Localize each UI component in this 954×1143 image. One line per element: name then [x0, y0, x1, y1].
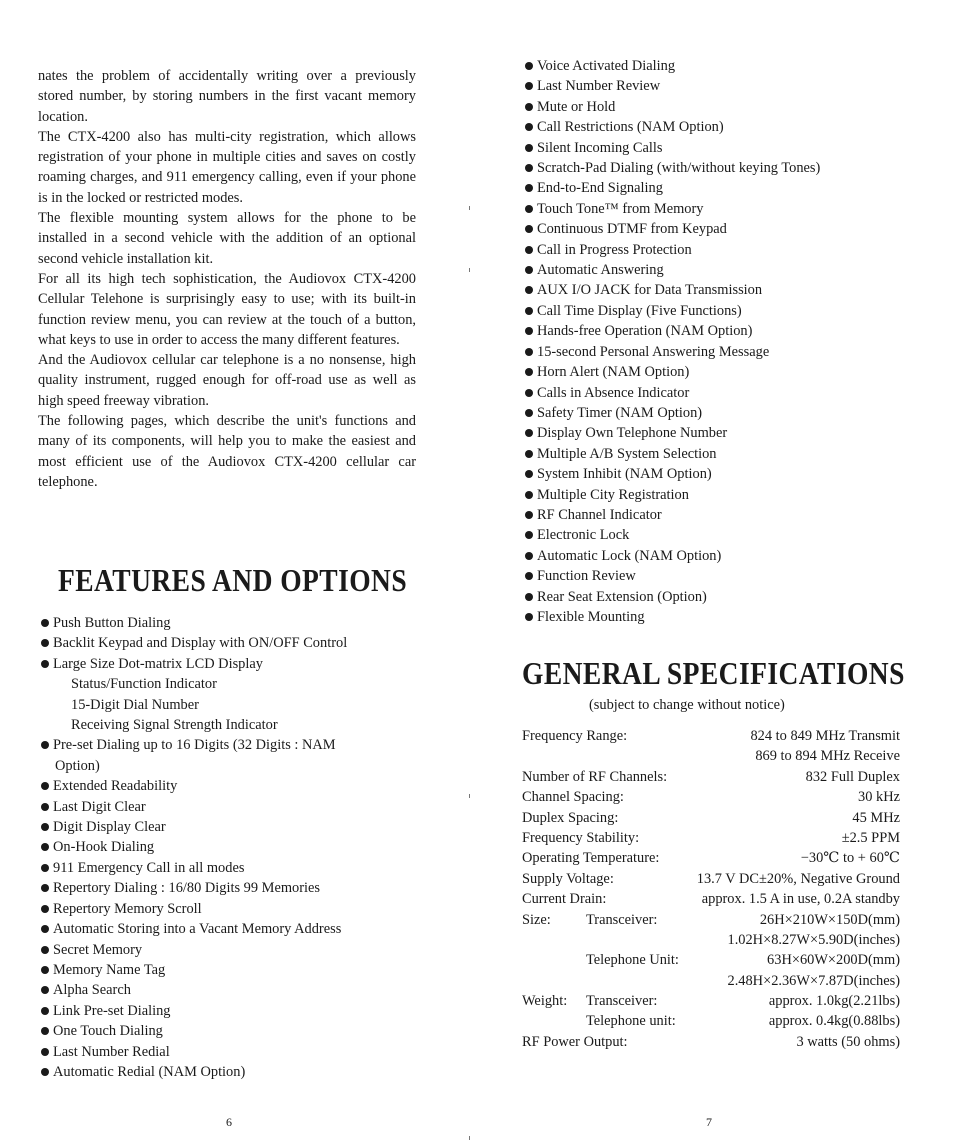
feature-item	[525, 423, 905, 443]
spec-label: Operating Temperature:	[522, 850, 660, 867]
bullet-icon	[525, 225, 533, 233]
spec-row	[522, 828, 900, 848]
spec-value: 63H×60W×200D(mm)	[767, 952, 900, 969]
spec-value: 869 to 894 MHz Receive	[755, 748, 900, 765]
spec-value: 13.7 V DC±20%, Negative Ground	[696, 870, 900, 887]
feature-item	[41, 919, 421, 939]
feature-label: Last Number Redial	[53, 1043, 170, 1060]
feature-item	[525, 280, 905, 300]
feature-item	[525, 219, 905, 239]
feature-item	[525, 485, 905, 505]
bullet-icon	[41, 884, 49, 892]
feature-label: Pre-set Dialing up to 16 Digits (32 Digits : NAM	[53, 737, 336, 754]
feature-item	[41, 1001, 421, 1021]
intro-paragraph: The CTX-4200 also has multi-city registration, which allows registration of your phone in multiple cities and saves on costly roaming charges, and 911 emergency calling, even if your phone is in the locked or restricted modes.	[38, 128, 416, 206]
bullet-icon	[41, 619, 49, 627]
feature-label: Call in Progress Protection	[537, 241, 692, 258]
spec-label: Weight:	[522, 993, 568, 1010]
bullet-icon	[41, 1027, 49, 1035]
bullet-icon	[41, 905, 49, 913]
feature-label: Secret Memory	[53, 941, 143, 958]
bullet-icon	[41, 823, 49, 831]
feature-label: Last Digit Clear	[53, 798, 146, 815]
feature-item	[41, 1062, 421, 1082]
feature-item	[41, 878, 421, 898]
feature-item	[41, 695, 421, 715]
feature-label: Call Time Display (Five Functions)	[537, 302, 742, 319]
feature-label: Multiple A/B System Selection	[537, 445, 717, 462]
intro-paragraph: The following pages, which describe the unit's functions and many of its components, will help you to make the easiest and most efficient use of the Audiovox CTX-4200 cellular car telephone.	[38, 413, 416, 490]
spec-row	[522, 971, 900, 991]
feature-label: Continuous DTMF from Keypad	[537, 221, 727, 238]
bullet-icon	[41, 639, 49, 647]
feature-label: Mute or Hold	[537, 98, 616, 115]
feature-item	[525, 505, 905, 525]
spec-value: 1.02H×8.27W×5.90D(inches)	[727, 931, 900, 948]
intro-paragraph: The flexible mounting system allows for the phone to be installed in a second vehicle with the addition of an optional second vehicle installation kit.	[38, 210, 416, 267]
spec-value: approx. 1.5 A in use, 0.2A standby	[701, 891, 900, 908]
feature-label: Automatic Lock (NAM Option)	[537, 547, 722, 564]
feature-item	[41, 858, 421, 878]
bullet-icon	[41, 1048, 49, 1056]
feature-label: 911 Emergency Call in all modes	[53, 859, 245, 876]
spec-value: approx. 0.4kg(0.88lbs)	[768, 1013, 900, 1030]
feature-item	[525, 158, 905, 178]
spec-row	[522, 848, 900, 868]
feature-label: Link Pre-set Dialing	[53, 1002, 171, 1019]
bullet-icon	[525, 286, 533, 294]
feature-label: Extended Readability	[53, 778, 178, 795]
bullet-icon	[41, 741, 49, 749]
feature-label-continuation: Option)	[55, 757, 100, 774]
feature-item	[525, 178, 905, 198]
bullet-icon	[525, 184, 533, 192]
bullet-icon	[525, 389, 533, 397]
feature-label: Voice Activated Dialing	[537, 58, 676, 74]
bullet-icon	[525, 368, 533, 376]
bullet-icon	[525, 531, 533, 539]
feature-item	[525, 117, 905, 137]
feature-label: Rear Seat Extension (Option)	[537, 588, 707, 605]
feature-item	[525, 362, 905, 382]
feature-label: Repertory Dialing : 16/80 Digits 99 Memories	[53, 880, 320, 897]
intro-paragraph: And the Audiovox cellular car telephone is a no nonsense, high quality instrument, rugged enough for off-road use as well as high speed freeway vibration.	[38, 352, 416, 409]
bullet-icon	[41, 946, 49, 954]
feature-label: Automatic Storing into a Vacant Memory Address	[53, 921, 342, 938]
bullet-icon	[525, 103, 533, 111]
spec-row	[522, 1011, 900, 1031]
feature-label: Safety Timer (NAM Option)	[537, 404, 703, 421]
bullet-icon	[525, 572, 533, 580]
feature-item	[41, 613, 421, 633]
feature-label: One Touch Dialing	[53, 1023, 163, 1040]
feature-item	[525, 76, 905, 96]
bullet-icon	[525, 82, 533, 90]
bullet-icon	[525, 613, 533, 621]
feature-item	[525, 260, 905, 280]
feature-item	[41, 715, 421, 735]
spec-value: 3 watts (50 ohms)	[796, 1033, 900, 1050]
feature-item	[525, 97, 905, 117]
spec-label: RF Power Output:	[522, 1033, 628, 1050]
bullet-icon	[525, 246, 533, 254]
feature-label: Digit Display Clear	[53, 819, 166, 836]
spec-label: Frequency Range:	[522, 728, 628, 744]
feature-item	[41, 797, 421, 817]
feature-item	[525, 342, 905, 362]
spec-row	[522, 1032, 900, 1052]
spec-row	[522, 869, 900, 889]
spec-sublabel: Transceiver:	[586, 911, 658, 928]
feature-item	[525, 56, 905, 76]
spec-value: 2.48H×2.36W×7.87D(inches)	[727, 972, 900, 989]
feature-label: Automatic Answering	[537, 262, 664, 279]
bullet-icon	[41, 843, 49, 851]
spec-value: 832 Full Duplex	[805, 768, 900, 785]
bullet-icon	[525, 511, 533, 519]
bullet-icon	[41, 925, 49, 933]
spec-value: −30℃ to + 60℃	[800, 850, 900, 867]
scan-mark	[469, 268, 470, 272]
feature-item	[525, 444, 905, 464]
feature-label: RF Channel Indicator	[537, 506, 662, 523]
feature-label: Alpha Search	[53, 982, 131, 999]
spec-sublabel: Telephone unit:	[586, 1013, 676, 1030]
spec-row	[522, 889, 900, 909]
spec-sublabel: Telephone Unit:	[586, 952, 679, 969]
feature-item	[525, 546, 905, 566]
spec-row	[522, 991, 900, 1011]
bullet-icon	[41, 660, 49, 668]
bullet-icon	[41, 966, 49, 974]
bullet-icon	[41, 864, 49, 872]
specs-subtitle: (subject to change without notice)	[589, 697, 785, 713]
feature-item	[41, 899, 421, 919]
bullet-icon	[41, 1007, 49, 1015]
feature-item	[525, 199, 905, 219]
feature-item	[41, 1042, 421, 1062]
feature-item	[525, 464, 905, 484]
bullet-icon	[525, 164, 533, 172]
feature-item	[41, 776, 421, 796]
feature-item	[525, 607, 905, 627]
bullet-icon	[41, 986, 49, 994]
spec-value: approx. 1.0kg(2.21lbs)	[768, 993, 900, 1010]
bullet-icon	[525, 429, 533, 437]
spec-row	[522, 787, 900, 807]
feature-label: Backlit Keypad and Display with ON/OFF Control	[53, 635, 348, 652]
feature-label: Receiving Signal Strength Indicator	[71, 717, 278, 734]
spec-value: 45 MHz	[852, 809, 900, 826]
spec-sublabel: Transceiver:	[586, 993, 658, 1010]
spec-label: Channel Spacing:	[522, 789, 624, 806]
scan-mark	[469, 794, 470, 798]
features-list-right	[525, 56, 905, 627]
feature-item	[525, 240, 905, 260]
bullet-icon	[525, 593, 533, 601]
bullet-icon	[525, 144, 533, 152]
feature-label: Large Size Dot-matrix LCD Display	[53, 655, 263, 672]
spec-row	[522, 767, 900, 787]
feature-item	[525, 321, 905, 341]
bullet-icon	[41, 803, 49, 811]
page-number-left: 6	[226, 1115, 232, 1129]
spec-value: 824 to 849 MHz Transmit	[750, 728, 900, 744]
spec-label: Frequency Stability:	[522, 829, 640, 846]
feature-label: Automatic Redial (NAM Option)	[53, 1063, 246, 1080]
feature-label: Push Button Dialing	[53, 615, 171, 631]
spec-value: 26H×210W×150D(mm)	[759, 911, 900, 928]
scan-mark	[469, 206, 470, 210]
bullet-icon	[525, 327, 533, 335]
feature-item	[41, 1021, 421, 1041]
specs-table	[522, 726, 900, 1052]
feature-item	[41, 940, 421, 960]
page-number-right: 7	[706, 1115, 712, 1129]
feature-label: On-Hook Dialing	[53, 839, 155, 856]
feature-label: Silent Incoming Calls	[537, 139, 663, 156]
bullet-icon	[41, 782, 49, 790]
bullet-icon	[525, 307, 533, 315]
feature-item	[525, 587, 905, 607]
bullet-icon	[525, 348, 533, 356]
feature-label: AUX I/O JACK for Data Transmission	[537, 282, 763, 299]
feature-item	[41, 654, 421, 674]
feature-label: 15-Digit Dial Number	[71, 696, 199, 713]
spec-row	[522, 930, 900, 950]
feature-item	[41, 837, 421, 857]
bullet-icon	[525, 491, 533, 499]
feature-item	[525, 403, 905, 423]
intro-paragraph: nates the problem of accidentally writing over a previously stored number, by storing numbers in the first vacant memory location.	[38, 68, 416, 125]
feature-label: Horn Alert (NAM Option)	[537, 364, 690, 381]
bullet-icon	[525, 552, 533, 560]
spec-label: Size:	[522, 911, 551, 928]
spec-label: Duplex Spacing:	[522, 809, 619, 826]
feature-label: Call Restrictions (NAM Option)	[537, 119, 724, 136]
feature-label: Multiple City Registration	[537, 486, 689, 503]
spec-value: ±2.5 PPM	[841, 829, 900, 846]
feature-label: System Inhibit (NAM Option)	[537, 466, 712, 483]
bullet-icon	[525, 123, 533, 131]
feature-label: Last Number Review	[537, 78, 661, 95]
feature-item	[525, 566, 905, 586]
bullet-icon	[525, 470, 533, 478]
spec-label: Current Drain:	[522, 891, 607, 908]
spec-label: Supply Voltage:	[522, 870, 614, 887]
feature-item	[41, 980, 421, 1000]
feature-item	[41, 674, 421, 694]
feature-label: Status/Function Indicator	[71, 676, 217, 693]
feature-item	[525, 383, 905, 403]
feature-label: 15-second Personal Answering Message	[537, 343, 770, 360]
features-list-left	[41, 613, 421, 1082]
features-heading: FEATURES AND OPTIONS	[58, 562, 408, 598]
spec-label: Number of RF Channels:	[522, 768, 668, 785]
feature-label: Memory Name Tag	[53, 961, 166, 978]
feature-item	[525, 301, 905, 321]
intro-paragraph: For all its high tech sophistication, the Audiovox CTX-4200 Cellular Telehone is surprisingly easy to use; with its built-in function review menu, you can review at the touch of a button, what keys to use in order to access the many different features.	[38, 270, 416, 348]
feature-item	[525, 525, 905, 545]
intro-text	[38, 66, 416, 492]
feature-label: Function Review	[537, 568, 636, 585]
feature-label: Electronic Lock	[537, 527, 630, 544]
spec-row	[522, 950, 900, 970]
spec-value: 30 kHz	[858, 789, 900, 806]
spec-row	[522, 808, 900, 828]
bullet-icon	[525, 62, 533, 70]
feature-item	[41, 817, 421, 837]
feature-label: Scratch-Pad Dialing (with/without keying Tones)	[537, 160, 821, 177]
feature-label: End-to-End Signaling	[537, 180, 663, 197]
feature-label: Hands-free Operation (NAM Option)	[537, 323, 753, 340]
feature-label: Calls in Absence Indicator	[537, 384, 690, 401]
bullet-icon	[525, 266, 533, 274]
spec-row	[522, 910, 900, 930]
feature-label: Display Own Telephone Number	[537, 425, 728, 442]
specs-heading: GENERAL SPECIFICATIONS	[522, 655, 905, 691]
feature-item	[41, 633, 421, 653]
bullet-icon	[525, 205, 533, 213]
bullet-icon	[41, 1068, 49, 1076]
spec-row	[522, 746, 900, 766]
feature-item	[41, 960, 421, 980]
spec-row	[522, 726, 900, 746]
feature-label: Touch Tone™ from Memory	[537, 200, 704, 217]
feature-label: Flexible Mounting	[537, 608, 645, 625]
feature-label: Repertory Memory Scroll	[53, 900, 202, 917]
scan-mark	[469, 1136, 470, 1140]
feature-item	[525, 138, 905, 158]
bullet-icon	[525, 450, 533, 458]
feature-item	[41, 735, 421, 776]
bullet-icon	[525, 409, 533, 417]
